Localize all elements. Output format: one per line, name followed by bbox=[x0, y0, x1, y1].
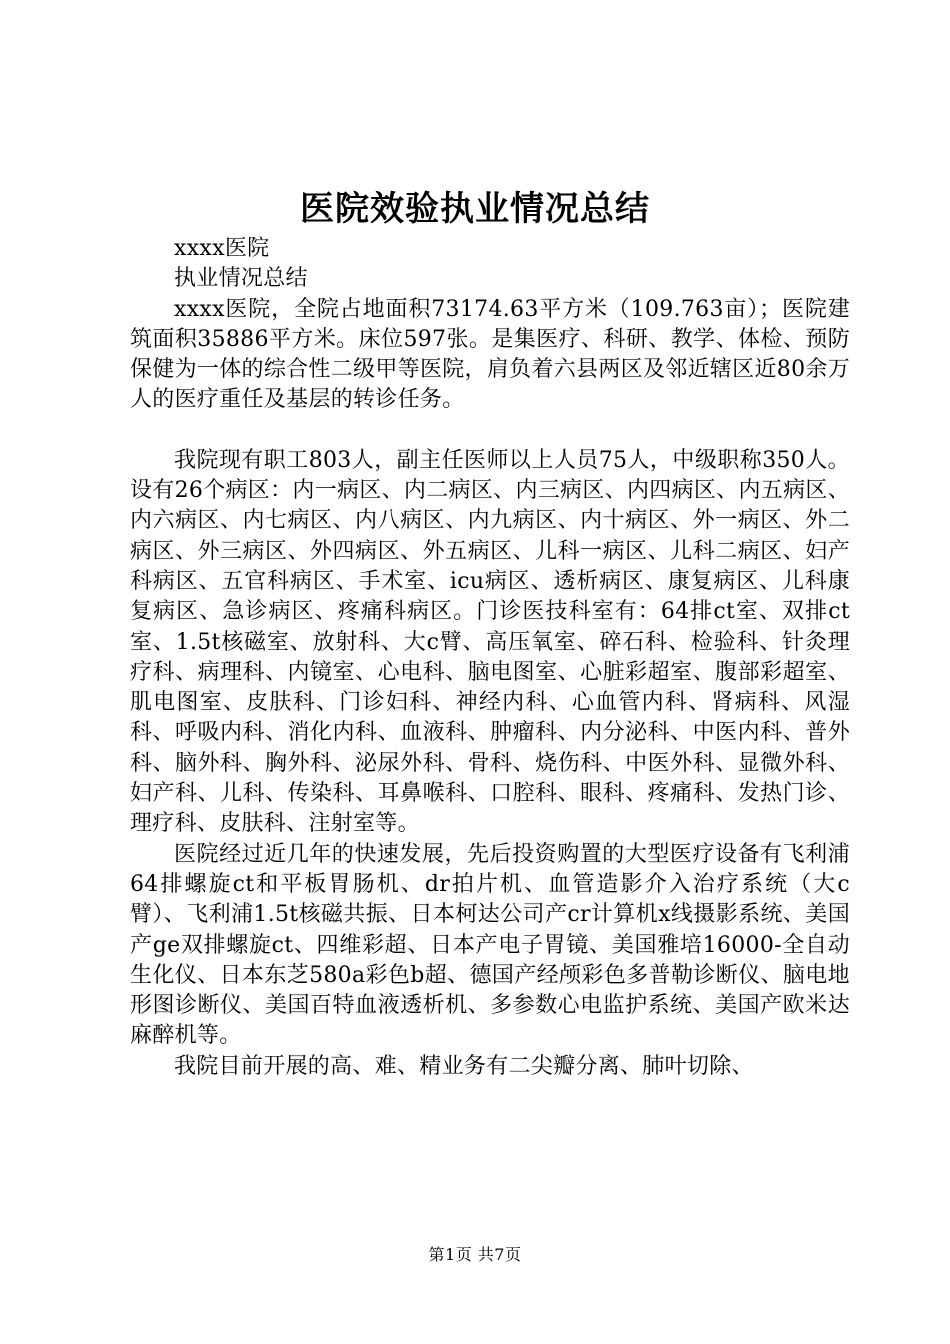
paragraph-staff-departments: 我院现有职工803人，副主任医师以上人员75人，中级职称350人。设有26个病区：内一病区、内二病区、内三病区、内四病区、内五病区、内六病区、内七病区、内八病区、内九病区、内十病区、外一病区、外二病区、外三病区、外四病区、外五病区、儿科一病区、儿科二病区、妇产科病区、五官科病区、手术室、icu病区、透析病区、康复病区、儿科康复病区、急诊病区、疼痛科病区。门诊医技科室有：64排ct室、双排ct室、1.5t核磁室、放射科、大c臂、高压氧室、碎石科、检验科、针灸理疗科、病理科、内镜室、心电科、脑电图室、心脏彩超室、腹部彩超室、肌电图室、皮肤科、门诊妇科、神经内科、心血管内科、肾病科、风湿科、呼吸内科、消化内科、血液科、肿瘤科、内分泌科、中医内科、普外科、脑外科、胸外科、泌尿外科、骨科、烧伤科、中医外科、显微外科、妇产科、儿科、传染科、耳鼻喉科、口腔科、眼科、疼痛科、发热门诊、理疗科、皮肤科、注射室等。 bbox=[130, 447, 850, 837]
paragraph-overview: xxxx医院，全院占地面积73174.63平方米（109.763亩）；医院建筑面积35886平方米。床位597张。是集医疗、科研、教学、体检、预防保健为一体的综合性二级甲等医院，肩负着六县两区及邻近辖区近80余万人的医疗重任及基层的转诊任务。 bbox=[130, 296, 850, 413]
paragraph-services: 我院目前开展的高、难、精业务有二尖瓣分离、肺叶切除、 bbox=[174, 1053, 754, 1079]
paragraph-subtitle: 执业情况总结 bbox=[174, 266, 308, 292]
paragraph-hospital-name: xxxx医院 bbox=[174, 236, 270, 261]
document-body bbox=[130, 234, 850, 1082]
paragraph-equipment: 医院经过近几年的快速发展，先后投资购置的大型医疗设备有飞利浦64排螺旋ct和平板胃肠机、dr拍片机、血管造影介入治疗系统（大c臂）、飞利浦1.5t核磁共振、日本柯达公司产cr计算机x线摄影系统、美国产ge双排螺旋ct、四维彩超、日本产电子胃镜、美国雅培16000-全自动生化仪、日本东芝580a彩色b超、德国产经颅彩色多普勒诊断仪、脑电地形图诊断仪、美国百特血液透析机、多参数心电监护系统、美国产欧米达麻醉机等。 bbox=[130, 841, 850, 1049]
document-title: 医院效验执业情况总结 bbox=[300, 189, 650, 229]
page-footer: 第1页 共7页 bbox=[428, 1245, 522, 1264]
